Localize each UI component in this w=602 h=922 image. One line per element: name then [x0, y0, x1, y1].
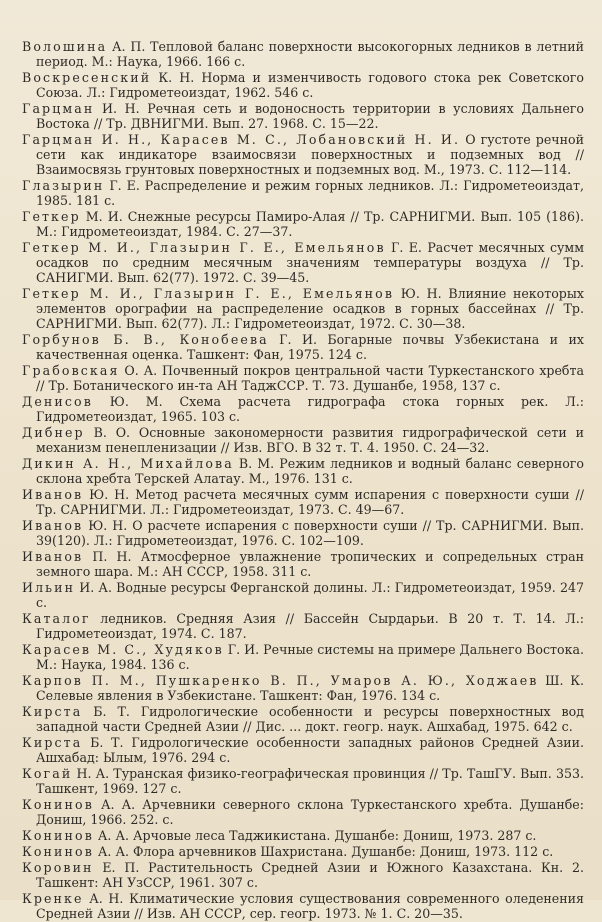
reference-text: О. А. Почвенный покров центральной части Туркестанского хребта // Тр. Ботанического ин-та АН ТаджССР. Т. 73. Душанбе, 1958, 137 с.	[36, 362, 584, 393]
reference-entry	[22, 674, 584, 704]
reference-text: А. А. Арчевники северного склона Туркестанского хребта. Душанбе: Дониш, 1966. 252. с.	[36, 796, 584, 827]
reference-author: Геткер	[22, 208, 81, 224]
reference-entry	[22, 241, 584, 286]
reference-entry	[22, 705, 584, 735]
reference-entry	[22, 364, 584, 394]
reference-text: Г. И. Богарные почвы Узбекистана и их качественная оценка. Ташкент: Фан, 1975. 124 с.	[36, 331, 584, 362]
reference-list	[22, 40, 584, 922]
reference-entry	[22, 845, 584, 860]
reference-author: Ильин	[22, 579, 76, 595]
reference-author: Глазырин	[22, 177, 105, 193]
reference-text: Ю. Н. О расчете испарения с поверхности суши // Тр. САРНИГМИ. Вып. 39(120). Л.: Гидрометеоиздат, 1976. С. 102—109.	[36, 517, 584, 548]
reference-text: А. А. Флора арчевников Шахристана. Душанбе: Дониш, 1973. 112 с.	[93, 843, 554, 859]
reference-author: Иванов	[22, 548, 84, 564]
reference-text: И. Н. Речная сеть и водоносность территории в условиях Дальнего Востока // Тр. ДВНИГМИ. Вып. 27. 1968. С. 15—22.	[36, 101, 584, 131]
reference-author: Коровин	[22, 859, 94, 875]
reference-entry	[22, 892, 584, 922]
reference-entry	[22, 40, 584, 70]
reference-entry	[22, 395, 584, 425]
reference-author: Каталог	[22, 610, 91, 626]
reference-entry	[22, 612, 584, 642]
reference-text: Б. Т. Гидрологические особенности западных районов Средней Азии. Ашхабад: Ылым, 1976. 294 с.	[36, 734, 584, 765]
reference-entry	[22, 643, 584, 673]
reference-text: Ш. К. Селевые явления в Узбекистане. Ташкент: Фан, 1976. 134 с.	[36, 672, 584, 703]
reference-entry	[22, 179, 584, 209]
reference-entry	[22, 581, 584, 611]
reference-text: Г. И. Речные системы на примере Дальнего Востока. М.: Наука, 1984. 136 с.	[36, 641, 584, 672]
reference-entry	[22, 457, 584, 487]
reference-text: А. А. Арчовые леса Таджикистана. Душанбе: Дониш, 1973. 287 с.	[93, 827, 537, 843]
reference-author: Когай	[22, 765, 73, 781]
reference-text: Ю. Н. Влияние некоторых элементов орографии на распределение осадков в горных бассейнах // Тр. САРНИГМИ. Вып. 62(77). Л.: Гидрометеоиздат, 1972. С. 30—38.	[36, 285, 584, 331]
reference-text: ледников. Средняя Азия // Бассейн Сырдарьи. В 20 т. Т. 14. Л.: Гидрометеоиздат, 1974. С. 187.	[36, 610, 584, 641]
reference-author: Кирста	[22, 734, 83, 750]
reference-text: Б. Т. Гидрологические особенности и ресурсы поверхностных вод западной части Средней Азии // Дис. ... докт. геогр. наук. Ашхабад, 1975. 642 с.	[36, 703, 584, 734]
reference-author: Кренке	[22, 890, 84, 906]
reference-entry	[22, 102, 584, 132]
reference-text: В. М. Режим ледников и водный баланс северного склона хребта Терскей Алатау. М., 1976. 131 с.	[36, 455, 584, 486]
reference-entry	[22, 133, 584, 178]
reference-text: Ю. М. Схема расчета гидрографа стока горных рек. Л.: Гидрометеоиздат, 1965. 103 с.	[36, 393, 584, 424]
reference-entry	[22, 71, 584, 101]
reference-author: Гарцман И. Н., Карасев М. С., Лобановский Н. И.	[22, 132, 461, 147]
reference-author: Кирста	[22, 703, 83, 719]
reference-author: Горбунов Б. В., Конобеева	[22, 331, 269, 347]
reference-text: Г. Е. Распределение и режим горных ледников. Л.: Гидрометеоиздат, 1985. 181 с.	[36, 177, 584, 208]
reference-author: Дибнер	[22, 424, 85, 440]
reference-author: Карасев М. С., Худяков	[22, 641, 224, 657]
reference-author: Денисов	[22, 393, 93, 409]
reference-author: Иванов	[22, 517, 84, 533]
reference-author: Конинов	[22, 843, 94, 859]
reference-author: Дикин А. Н., Михайлова	[22, 455, 234, 471]
reference-entry	[22, 287, 584, 332]
reference-entry	[22, 767, 584, 797]
reference-author: Конинов	[22, 796, 94, 812]
reference-entry	[22, 829, 584, 844]
reference-author: Волошина	[22, 39, 108, 54]
reference-text: Е. П. Растительность Средней Азии и Южного Казахстана. Кн. 2. Ташкент: АН УзССР, 1961. 307 с.	[36, 859, 584, 890]
reference-author: Воскресенский	[22, 70, 152, 85]
reference-entry	[22, 333, 584, 363]
reference-text: К. Н. Норма и изменчивость годового стока рек Советского Союза. Л.: Гидрометеоиздат, 1962. 546 с.	[36, 70, 584, 100]
reference-entry	[22, 798, 584, 828]
reference-author: Иванов	[22, 486, 84, 502]
reference-entry	[22, 488, 584, 518]
reference-entry	[22, 210, 584, 240]
reference-text: П. Н. Атмосферное увлажнение тропических и сопредельных стран земного шара. М.: АН СССР, 1958. 311 с.	[36, 548, 584, 579]
reference-text: Ю. Н. Метод расчета месячных сумм испарения с поверхности суши // Тр. САРНИГМИ. Л.: Гидрометеоиздат, 1973. С. 49—67.	[36, 486, 584, 517]
reference-entry	[22, 426, 584, 456]
reference-author: Конинов	[22, 827, 94, 843]
reference-text: О густоте речной сети как индикаторе взаимосвязи поверхностных и подземных вод // Взаимосвязь грунтовых поверхностных и подземных вод. М., 1973. С. 112—114.	[36, 132, 584, 177]
reference-text: В. О. Основные закономерности развития гидрографической сети и механизм пенепленизации // Изв. ВГО. В 32 т. Т. 4. 1950. С. 24—32.	[36, 424, 584, 455]
reference-text: И. А. Водные ресурсы Ферганской долины. Л.: Гидрометеоиздат, 1959. 247 с.	[36, 579, 584, 610]
reference-entry	[22, 736, 584, 766]
reference-text: А. Н. Климатические условия существования современного оледенения Средней Азии // Изв. АН СССР, сер. геогр. 1973. № 1. С. 20—35.	[36, 890, 584, 921]
reference-entry	[22, 861, 584, 891]
reference-text: Г. Е. Расчет месячных сумм осадков по средним месячным значениям температуры воздуха // Тр. САНИГМИ. Вып. 62(77). 1972. С. 39—45.	[36, 239, 584, 285]
reference-author: Геткер М. И., Глазырин Г. Е., Емельянов	[22, 285, 395, 301]
reference-author: Геткер М. И., Глазырин Г. Е., Емельянов	[22, 239, 386, 255]
reference-text: А. П. Тепловой баланс поверхности высокогорных ледников в летний период. М.: Наука, 1966. 166 с.	[36, 39, 584, 69]
reference-author: Карпов П. М., Пушкаренко В. П., Умаров А. Ю., Ходжаев	[22, 672, 539, 688]
reference-entry	[22, 550, 584, 580]
reference-author: Гарцман	[22, 101, 95, 116]
reference-text: Н. А. Туранская физико-географическая провинция // Тр. ТашГУ. Вып. 353. Ташкент, 1969. 127 с.	[36, 765, 584, 796]
reference-entry	[22, 519, 584, 549]
reference-text: М. И. Снежные ресурсы Памиро-Алая // Тр. САРНИГМИ. Вып. 105 (186). М.: Гидрометеоиздат, 1984. С. 27—37.	[36, 208, 584, 239]
reference-author: Грабовская	[22, 362, 120, 378]
